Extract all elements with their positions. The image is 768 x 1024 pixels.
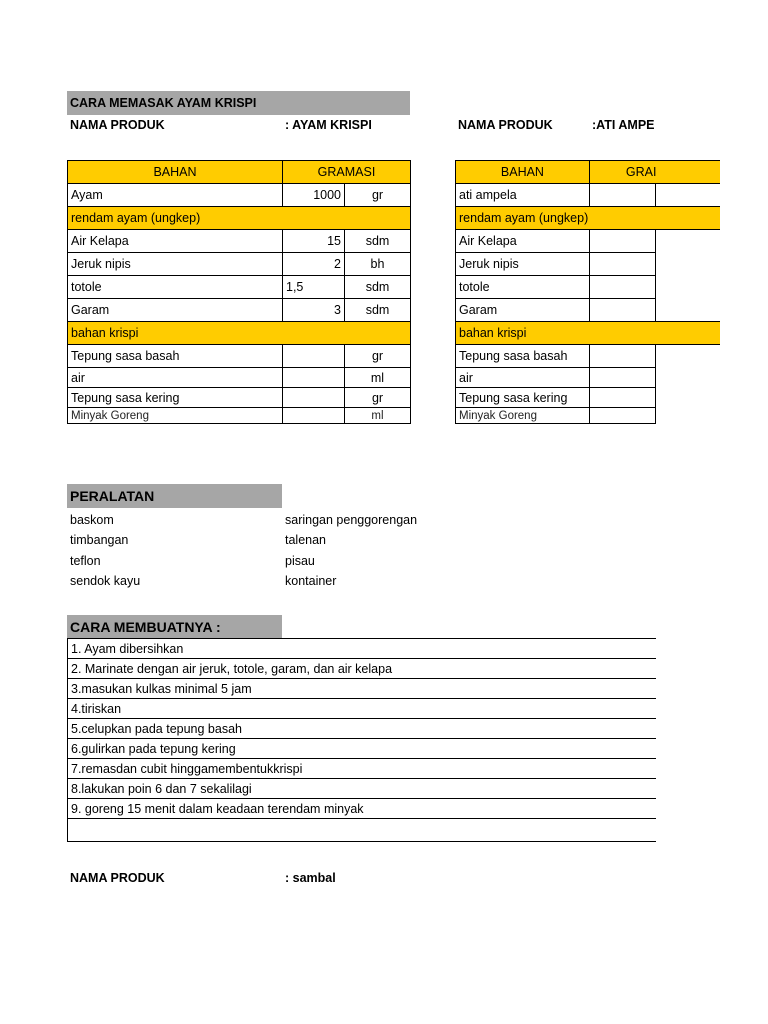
ingredient-name: Tepung sasa basah bbox=[68, 345, 283, 368]
section-label: bahan krispi bbox=[68, 322, 411, 345]
product-value-right: :ATI AMPE bbox=[592, 118, 655, 132]
blank-cell bbox=[655, 253, 720, 276]
peralatan-col1 bbox=[70, 510, 140, 591]
ingredient-unit: bh bbox=[345, 253, 411, 276]
table-row bbox=[68, 276, 411, 299]
table-row bbox=[68, 368, 411, 388]
ingredient-qty bbox=[589, 345, 655, 368]
step-row bbox=[68, 739, 657, 759]
header-gramasi: GRAI bbox=[589, 161, 720, 184]
table-row bbox=[456, 345, 721, 368]
ingredient-qty bbox=[283, 345, 345, 368]
table-header-row bbox=[68, 161, 411, 184]
list-item: teflon bbox=[70, 553, 101, 568]
ingredient-name: Air Kelapa bbox=[68, 230, 283, 253]
section-row bbox=[456, 322, 721, 345]
step-text bbox=[68, 819, 657, 842]
list-item: baskom bbox=[70, 513, 114, 527]
ingredient-qty bbox=[283, 388, 345, 408]
table-row bbox=[456, 184, 721, 207]
step-text: 5.celupkan pada tepung basah bbox=[68, 719, 657, 739]
ingredient-name: Jeruk nipis bbox=[68, 253, 283, 276]
step-row bbox=[68, 659, 657, 679]
table-row bbox=[68, 184, 411, 207]
ingredient-name: Tepung sasa kering bbox=[68, 388, 283, 408]
cara-heading: CARA MEMBUATNYA : bbox=[67, 615, 282, 639]
blank-cell bbox=[655, 184, 720, 207]
ingredient-name: Tepung sasa basah bbox=[456, 345, 590, 368]
section-row bbox=[456, 207, 721, 230]
step-text: 1. Ayam dibersihkan bbox=[68, 639, 657, 659]
blank-cell bbox=[655, 230, 720, 253]
table-header-row bbox=[456, 161, 721, 184]
ingredient-name: totole bbox=[68, 276, 283, 299]
step-row bbox=[68, 799, 657, 819]
ingredient-name: Garam bbox=[68, 299, 283, 322]
product-label-left: NAMA PRODUK bbox=[70, 118, 165, 132]
ingredient-name: Garam bbox=[456, 299, 590, 322]
ingredient-qty bbox=[283, 368, 345, 388]
ingredient-unit: ml bbox=[345, 368, 411, 388]
step-row bbox=[68, 639, 657, 659]
step-text: 3.masukan kulkas minimal 5 jam bbox=[68, 679, 657, 699]
ingredient-qty bbox=[589, 388, 655, 408]
table-row bbox=[68, 388, 411, 408]
step-row bbox=[68, 819, 657, 842]
step-row bbox=[68, 779, 657, 799]
peralatan-heading: PERALATAN bbox=[67, 484, 282, 508]
ingredient-unit: sdm bbox=[345, 230, 411, 253]
table-row bbox=[68, 345, 411, 368]
list-item: pisau bbox=[285, 553, 315, 568]
ingredient-qty: 1,5 bbox=[283, 276, 345, 299]
section-row bbox=[68, 322, 411, 345]
ingredient-unit: gr bbox=[345, 184, 411, 207]
ingredient-qty bbox=[283, 408, 345, 424]
ingredient-unit: ml bbox=[345, 408, 411, 424]
table-row bbox=[456, 230, 721, 253]
ingredients-table-right bbox=[455, 160, 720, 424]
step-text: 7.remasdan cubit hinggamembentukkrispi bbox=[68, 759, 657, 779]
table-row bbox=[456, 368, 721, 388]
table-row bbox=[68, 230, 411, 253]
product-label-right: NAMA PRODUK bbox=[458, 118, 553, 132]
table-row bbox=[68, 299, 411, 322]
ingredient-name: Minyak Goreng bbox=[456, 408, 590, 424]
ingredient-qty bbox=[589, 408, 655, 424]
list-item: sendok kayu bbox=[70, 573, 141, 588]
product-value-left: : AYAM KRISPI bbox=[285, 118, 372, 132]
table-row bbox=[68, 408, 411, 424]
ingredient-name: air bbox=[456, 368, 590, 388]
table-row bbox=[456, 388, 721, 408]
section-label: rendam ayam (ungkep) bbox=[456, 207, 721, 230]
ingredient-name: Jeruk nipis bbox=[456, 253, 590, 276]
header-bahan: BAHAN bbox=[68, 161, 283, 184]
ingredient-name: totole bbox=[456, 276, 590, 299]
ingredient-unit: sdm bbox=[345, 299, 411, 322]
blank-cell bbox=[655, 345, 720, 368]
blank-cell bbox=[655, 368, 720, 388]
blank-cell bbox=[655, 276, 720, 299]
blank-cell bbox=[655, 408, 720, 424]
section-label: bahan krispi bbox=[456, 322, 721, 345]
list-item: saringan penggorengan bbox=[285, 513, 418, 527]
section-row bbox=[68, 207, 411, 230]
ingredient-qty: 3 bbox=[283, 299, 345, 322]
blank-cell bbox=[655, 388, 720, 408]
ingredient-unit: gr bbox=[345, 345, 411, 368]
list-item: kontainer bbox=[285, 573, 337, 588]
ingredient-qty bbox=[589, 299, 655, 322]
step-text: 2. Marinate dengan air jeruk, totole, garam, dan air kelapa bbox=[68, 659, 657, 679]
ingredient-name: ati ampela bbox=[456, 184, 590, 207]
ingredient-qty bbox=[589, 184, 655, 207]
ingredient-qty bbox=[589, 276, 655, 299]
ingredient-qty bbox=[589, 368, 655, 388]
step-text: 8.lakukan poin 6 dan 7 sekalilagi bbox=[68, 779, 657, 799]
table-row bbox=[456, 253, 721, 276]
ingredient-qty: 15 bbox=[283, 230, 345, 253]
ingredient-name: Minyak Goreng bbox=[68, 408, 283, 424]
ingredient-name: Air Kelapa bbox=[456, 230, 590, 253]
step-text: 4.tiriskan bbox=[68, 699, 657, 719]
table-row bbox=[68, 253, 411, 276]
table-row bbox=[456, 299, 721, 322]
blank-cell bbox=[655, 299, 720, 322]
ingredient-name: Ayam bbox=[68, 184, 283, 207]
ingredients-table-left bbox=[67, 160, 411, 424]
list-item: timbangan bbox=[70, 533, 129, 548]
ingredient-qty bbox=[589, 230, 655, 253]
step-row bbox=[68, 679, 657, 699]
step-text: 9. goreng 15 menit dalam keadaan terendam minyak bbox=[68, 799, 657, 819]
ingredient-name: Tepung sasa kering bbox=[456, 388, 590, 408]
ingredient-name: air bbox=[68, 368, 283, 388]
ingredient-unit: sdm bbox=[345, 276, 411, 299]
section-label: rendam ayam (ungkep) bbox=[68, 207, 411, 230]
table-row bbox=[456, 276, 721, 299]
ingredient-qty: 1000 bbox=[283, 184, 345, 207]
step-row bbox=[68, 719, 657, 739]
steps-table bbox=[67, 638, 656, 842]
list-item: talenan bbox=[285, 533, 327, 548]
ingredient-qty: 2 bbox=[283, 253, 345, 276]
ingredient-qty bbox=[589, 253, 655, 276]
ingredient-unit: gr bbox=[345, 388, 411, 408]
document-title: CARA MEMASAK AYAM KRISPI bbox=[67, 91, 410, 115]
step-row bbox=[68, 699, 657, 719]
product-label-bottom: NAMA PRODUK bbox=[70, 871, 165, 885]
header-gramasi: GRAMASI bbox=[283, 161, 411, 184]
table-row bbox=[456, 408, 721, 424]
header-bahan: BAHAN bbox=[456, 161, 590, 184]
peralatan-col2 bbox=[285, 510, 417, 591]
product-value-bottom: : sambal bbox=[285, 871, 336, 885]
step-row bbox=[68, 759, 657, 779]
step-text: 6.gulirkan pada tepung kering bbox=[68, 739, 657, 759]
